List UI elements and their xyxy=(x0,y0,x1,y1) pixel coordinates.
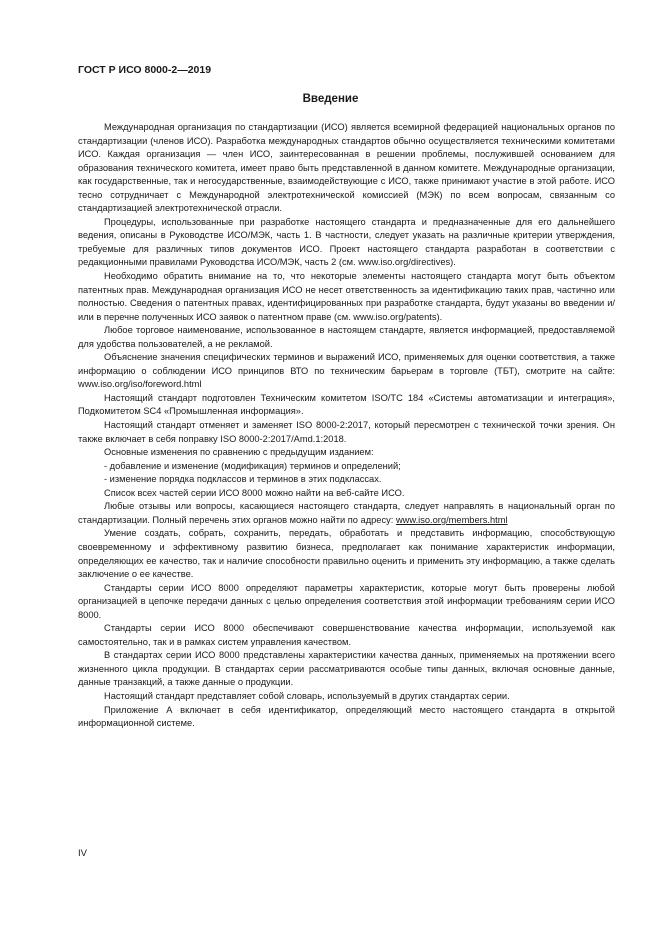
paragraph: Стандарты серии ИСО 8000 определяют параметры характеристик, которые могут быть проверены любой организацией в цепочке передачи данных с целью определения соответствия этой информации требованиям серии ИСО 8000. xyxy=(78,582,615,620)
paragraph: В стандартах серии ИСО 8000 представлены характеристики качества данных, применяемых на протяжении всего жизненного цикла продукции. В стандартах серии рассматриваются особые типы данных, включая основные данные, данные транзакций, а также данные о продукции. xyxy=(78,650,615,688)
paragraph: Необходимо обратить внимание на то, что некоторые элементы настоящего стандарта могут быть объектом патентных прав. Международная организация ИСО не несет ответственность за идентификацию таких прав, частично или полностью. Сведения о патентных правах, идентифицированных при разработке стандарта, будут указаны во введении и/или в перечне полученных ИСО заявок о патентном праве (см. www.iso.org/patents). xyxy=(78,271,615,322)
paragraph: Приложение А включает в себя идентификатор, определяющий место настоящего стандарта в открытой информационной системе. xyxy=(78,704,615,729)
document-header: ГОСТ Р ИСО 8000-2—2019 xyxy=(78,64,212,76)
list-item: - добавление и изменение (модификация) терминов и определений; xyxy=(104,460,401,471)
members-link[interactable]: www.iso.org/members.html xyxy=(395,514,508,525)
paragraph: Настоящий стандарт отменяет и заменяет ISO 8000-2:2017, который пересмотрен с технической точки зрения. Он также включает в себя поправку ISO 8000-2:2017/Amd.1:2018. xyxy=(78,420,615,444)
document-body xyxy=(78,121,615,731)
paragraph: Объяснение значения специфических терминов и выражений ИСО, применяемых для оценки соответствия, а также информацию о соблюдении ИСО принципов ВТО по техническим барьерам в торговле (ТБТ), смотрите на сайте: www.iso.org/iso/foreword.html xyxy=(78,352,615,390)
page-number: IV xyxy=(78,848,87,859)
paragraph: Основные изменения по сравнению с предыдущим изданием: xyxy=(104,447,374,458)
section-title: Введение xyxy=(302,93,359,105)
paragraph: Настоящий стандарт представляет собой словарь, используемый в других стандартах серии. xyxy=(104,690,510,701)
paragraph: Список всех частей серии ИСО 8000 можно найти на веб-сайте ИСО. xyxy=(104,487,405,498)
paragraph-text: Любые отзывы или вопросы, касающиеся настоящего стандарта, следует направлять в национальный орган по стандартизации. Полный перечень этих органов можно найти по адресу: xyxy=(78,501,615,525)
paragraph: Международная организация по стандартизации (ИСО) является всемирной федерацией национальных органов по стандартизации (членов ИСО). Разработка международных стандартов обычно осуществляется техническими комитетами ИСО. Каждая организация — член ИСО, заинтересованная в решении проблемы, послужившей основанием для образования технического комитета, имеет право быть представленной в данном комитете. Международные организации, как государственные, так и негосударственные, взаимодействующие с ИСО, также принимают участие в этой работе. ИСО тесно сотрудничает с Международной электротехнической комиссией (МЭК) по всем вопросам, связанным со стандартизацией электротехнической отрасли. xyxy=(78,122,615,214)
paragraph: Процедуры, использованные при разработке настоящего стандарта и предназначенные для его дальнейшего ведения, описаны в Руководстве ИСО/МЭК, часть 1. В частности, следует указать на различные критерии утверждения, требуемые для различных типов документов ИСО. Проект настоящего стандарта разработан в соответствии с редакционными правилами Руководства ИСО/МЭК, часть 2 (см. www.iso.org/directives). xyxy=(78,216,615,268)
list-item: - изменение порядка подклассов и терминов в этих подклассах. xyxy=(104,474,382,485)
paragraph xyxy=(78,500,615,527)
paragraph: Умение создать, собрать, сохранить, передать, обработать и представить информацию, способствующую своевременному и эффективному развитию бизнеса, предполагает как понимание характеристик информации, определяющих ее качество, так и наличие способности правильно оценить и применить эту информацию, а также сделать заключение о ее качестве. xyxy=(78,528,615,580)
paragraph: Настоящий стандарт подготовлен Техническим комитетом ISO/TC 184 «Системы автоматизации и интеграция», Подкомитетом SC4 «Промышленная информация». xyxy=(78,392,615,417)
paragraph: Любое торговое наименование, использованное в настоящем стандарте, является информацией, предоставляемой для удобства пользователей, а не рекламой. xyxy=(78,325,615,349)
paragraph: Стандарты серии ИСО 8000 обеспечивают совершенствование качества информации, используемой как самостоятельно, так и в рамках систем управления качеством. xyxy=(78,623,615,647)
